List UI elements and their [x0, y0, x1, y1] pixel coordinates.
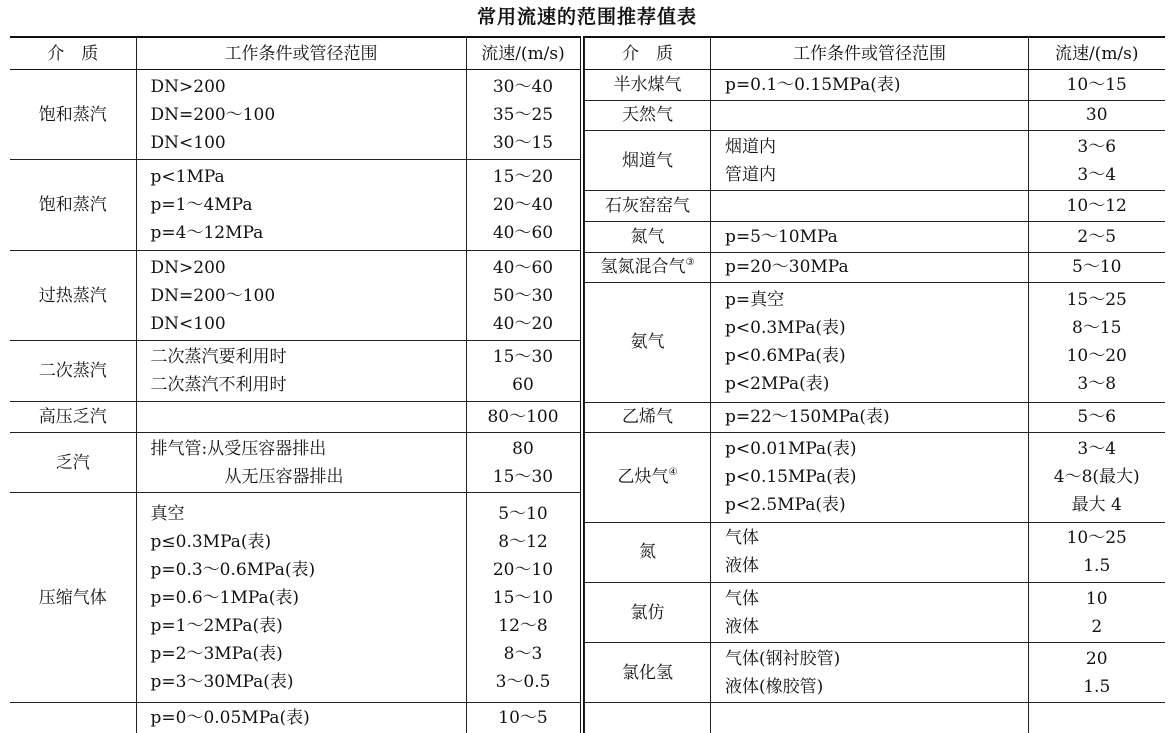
condition-line: p=20～30MPa [725, 257, 849, 278]
condition-cell [711, 402, 1029, 433]
speed-value: 20～40 [492, 195, 554, 216]
table-row [585, 703, 1165, 733]
table-row [585, 522, 1165, 582]
table-row [585, 643, 1165, 703]
speed-cell [1029, 252, 1165, 283]
speed-cell [466, 432, 580, 493]
condition-cell [711, 252, 1029, 283]
speed-value: 3～6 [1077, 136, 1117, 157]
condition-line: 二次蒸汽不利用时 [150, 375, 287, 396]
medium-label: 氮气 [630, 226, 665, 247]
medium-cell [10, 493, 136, 703]
speed-value: 20 [1085, 648, 1108, 669]
footnote-marker: ③ [685, 257, 695, 269]
speed-cell [1029, 433, 1165, 523]
medium-cell [10, 70, 136, 160]
header-row [585, 37, 1165, 70]
medium-cell [585, 522, 711, 582]
speed-value: 50～30 [492, 285, 554, 306]
medium-label: 饱和蒸汽 [38, 195, 107, 216]
speed-value [1029, 704, 1165, 732]
condition-cell [136, 70, 466, 160]
medium-label: 乙炔气 [617, 467, 669, 488]
table-row [585, 433, 1165, 523]
speed-cell [1029, 522, 1165, 582]
medium-label: 氯化氢 [622, 662, 673, 683]
speed-value: 20～10 [492, 559, 554, 580]
speed-cell [1029, 283, 1165, 402]
condition-cell [711, 583, 1029, 643]
medium-cell [585, 643, 711, 703]
condition-cell [136, 432, 466, 493]
speed-value: 最大 4 [1071, 495, 1122, 516]
table-row [10, 401, 580, 432]
condition-cell [136, 493, 466, 703]
table-title: 常用流速的范围推荐值表 [476, 6, 697, 28]
speed-value: 30～15 [492, 132, 554, 153]
header-medium: 介 质 [10, 37, 136, 70]
table-row [585, 402, 1165, 433]
speed-value: 8～15 [1072, 318, 1122, 339]
medium-cell [585, 433, 711, 523]
table-row [585, 283, 1165, 402]
condition-cell [136, 250, 466, 340]
condition-line [725, 101, 1028, 129]
speed-value: 30 [1085, 105, 1108, 126]
medium-cell [10, 432, 136, 493]
speed-cell [1029, 100, 1165, 131]
condition-line: 气体(钢衬胶管) [725, 648, 841, 669]
header-speed: 流速/(m/s) [1029, 37, 1165, 70]
speed-cell [1029, 643, 1165, 703]
medium-label: 烟道气 [622, 150, 673, 171]
condition-line: p=3～30MPa(表) [150, 671, 294, 692]
condition-line: DN=200～100 [150, 285, 276, 306]
medium-label: 高压乏汽 [38, 406, 107, 427]
medium-cell [585, 252, 711, 283]
table-row [585, 583, 1165, 643]
condition-line: 二次蒸汽要利用时 [150, 347, 287, 368]
speed-cell [466, 70, 580, 160]
condition-cell [711, 433, 1029, 523]
speed-cell [466, 401, 580, 432]
condition-line: DN<100 [150, 313, 226, 334]
speed-value: 80 [512, 438, 534, 459]
table-row [10, 250, 580, 340]
medium-label: 氨气 [630, 332, 665, 353]
medium-label: 乙烯气 [622, 407, 673, 428]
speed-value: 80～100 [487, 406, 559, 427]
condition-line: p<2.5MPa(表) [725, 495, 846, 516]
speed-cell [1029, 703, 1165, 733]
medium-cell [585, 402, 711, 433]
speed-value: 12～8 [498, 615, 548, 636]
speed-cell [1029, 402, 1165, 433]
speed-value: 15～20 [492, 167, 554, 188]
table-row [10, 160, 580, 250]
speed-cell [466, 250, 580, 340]
speed-value: 8～3 [503, 643, 543, 664]
condition-line: 排气管:从受压容器排出 [150, 438, 327, 459]
condition-cell [711, 643, 1029, 703]
header-row [10, 37, 580, 70]
speed-value: 10～20 [1066, 346, 1127, 367]
condition-line: 气体 [725, 528, 759, 549]
speed-cell [1029, 131, 1165, 191]
medium-cell [585, 70, 711, 101]
speed-value: 15～30 [492, 466, 554, 487]
speed-value: 15～25 [1066, 290, 1127, 311]
speed-value: 1.5 [1083, 556, 1111, 577]
condition-line: p=0～0.05MPa(表) [150, 708, 310, 729]
condition-line [151, 403, 466, 431]
medium-cell [585, 191, 711, 222]
condition-line: 真空 [150, 503, 185, 524]
condition-cell [711, 522, 1029, 582]
speed-cell [1029, 583, 1165, 643]
condition-cell [711, 100, 1029, 131]
speed-cell [466, 341, 580, 402]
header-condition: 工作条件或管径范围 [711, 37, 1029, 70]
condition-line: 从无压容器排出 [224, 466, 344, 487]
condition-line: p=22～150MPa(表) [725, 407, 890, 428]
speed-value: 60 [512, 375, 534, 396]
speed-value: 15～30 [492, 347, 554, 368]
table-row [10, 432, 580, 493]
speed-value: 15～10 [492, 587, 554, 608]
condition-cell [136, 341, 466, 402]
condition-cell [711, 222, 1029, 253]
medium-cell [585, 100, 711, 131]
speed-value: 4～8(最大) [1053, 467, 1140, 488]
condition-line: p<1MPa [150, 167, 225, 188]
condition-line [725, 192, 1028, 220]
speed-value: 10～15 [1066, 74, 1127, 95]
condition-line: p=0.3～0.6MPa(表) [150, 559, 316, 580]
condition-line: 液体 [725, 556, 759, 577]
header-speed: 流速/(m/s) [466, 37, 580, 70]
speed-cell [466, 160, 580, 250]
condition-line: p<0.01MPa(表) [725, 439, 857, 460]
speed-value: 40～60 [492, 223, 554, 244]
medium-cell [10, 160, 136, 250]
condition-line: p=4～12MPa [150, 223, 264, 244]
condition-line [725, 704, 1028, 732]
medium-label: 乏汽 [55, 452, 90, 473]
speed-value: 8～12 [498, 531, 548, 552]
condition-line: 烟道内 [725, 136, 776, 157]
medium-cell [10, 250, 136, 340]
condition-line: p=1～4MPa [150, 195, 253, 216]
medium-label: 氯仿 [630, 602, 665, 623]
condition-line: p=0.1～0.15MPa(表) [725, 74, 901, 95]
speed-value: 10 [1085, 588, 1108, 609]
condition-line: p=0.6～1MPa(表) [150, 587, 299, 608]
flow-speed-table-right [584, 36, 1165, 733]
condition-line: DN=200～100 [150, 104, 276, 125]
medium-cell [585, 131, 711, 191]
speed-value: 2～5 [1077, 226, 1117, 247]
condition-cell [711, 191, 1029, 222]
table-row [585, 191, 1165, 222]
condition-line: p<0.6MPa(表) [725, 346, 846, 367]
condition-cell [711, 70, 1029, 101]
table-row [585, 131, 1165, 191]
condition-line: 管道内 [725, 164, 776, 185]
condition-cell [136, 703, 466, 733]
speed-value: 10～5 [498, 708, 548, 729]
medium-cell [10, 401, 136, 432]
speed-cell [1029, 222, 1165, 253]
table-row [585, 70, 1165, 101]
condition-cell [136, 401, 466, 432]
speed-cell [1029, 191, 1165, 222]
medium-label: 半水煤气 [613, 74, 682, 95]
flow-speed-table-left [10, 36, 581, 733]
medium-label: 压缩气体 [38, 587, 107, 608]
medium-cell [10, 703, 136, 733]
footnote-marker: ④ [668, 467, 678, 479]
speed-value: 2 [1091, 616, 1103, 637]
speed-value: 35～25 [492, 104, 554, 125]
medium-cell [585, 703, 711, 733]
condition-line: p<0.3MPa(表) [725, 318, 846, 339]
speed-value: 5～10 [498, 503, 548, 524]
condition-line: p=2～3MPa(表) [150, 643, 283, 664]
condition-cell [136, 160, 466, 250]
table-row [10, 703, 580, 733]
medium-label: 氮 [639, 542, 656, 563]
table-row [585, 252, 1165, 283]
medium-label: 饱和蒸汽 [38, 104, 107, 125]
condition-line: p<0.15MPa(表) [725, 467, 857, 488]
condition-cell [711, 703, 1029, 733]
condition-line: DN<100 [150, 132, 226, 153]
speed-value: 5～10 [1072, 257, 1122, 278]
header-medium: 介 质 [585, 37, 711, 70]
speed-value: 3～4 [1077, 164, 1117, 185]
medium-label: 过热蒸汽 [38, 285, 107, 306]
condition-line: p=真空 [725, 290, 785, 311]
table-row [585, 222, 1165, 253]
condition-line: p<2MPa(表) [725, 374, 830, 395]
condition-cell [711, 283, 1029, 402]
speed-value: 3～0.5 [495, 671, 551, 692]
table-row [10, 493, 580, 703]
speed-cell [1029, 70, 1165, 101]
speed-value: 40～60 [492, 257, 554, 278]
condition-line: p=1～2MPa(表) [150, 615, 283, 636]
condition-line: 液体 [725, 616, 759, 637]
condition-line: DN>200 [150, 76, 226, 97]
speed-value: 3～4 [1077, 439, 1117, 460]
medium-label: 氢氮混合气 [600, 257, 686, 278]
speed-cell [466, 703, 580, 733]
medium-label: 天然气 [622, 105, 673, 126]
speed-value: 1.5 [1083, 676, 1111, 697]
table-row [10, 70, 580, 160]
table-row [10, 341, 580, 402]
speed-value: 3～8 [1077, 374, 1117, 395]
medium-label: 石灰窑窑气 [605, 196, 690, 217]
condition-cell [711, 131, 1029, 191]
medium-cell [585, 222, 711, 253]
medium-cell [585, 583, 711, 643]
speed-value: 40～20 [492, 313, 554, 334]
speed-value: 10～25 [1066, 528, 1127, 549]
speed-value: 10～12 [1066, 196, 1127, 217]
condition-line: p=5～10MPa [725, 226, 838, 247]
medium-cell [585, 283, 711, 402]
speed-cell [466, 493, 580, 703]
medium-cell [10, 341, 136, 402]
condition-line: 液体(橡胶管) [725, 676, 824, 697]
speed-value: 5～6 [1077, 407, 1117, 428]
condition-line: p≤0.3MPa(表) [150, 531, 272, 552]
condition-line: DN>200 [150, 257, 226, 278]
medium-label: 二次蒸汽 [38, 361, 107, 382]
header-condition: 工作条件或管径范围 [136, 37, 466, 70]
condition-line: 气体 [725, 588, 759, 609]
speed-value: 30～40 [492, 76, 554, 97]
table-row [585, 100, 1165, 131]
